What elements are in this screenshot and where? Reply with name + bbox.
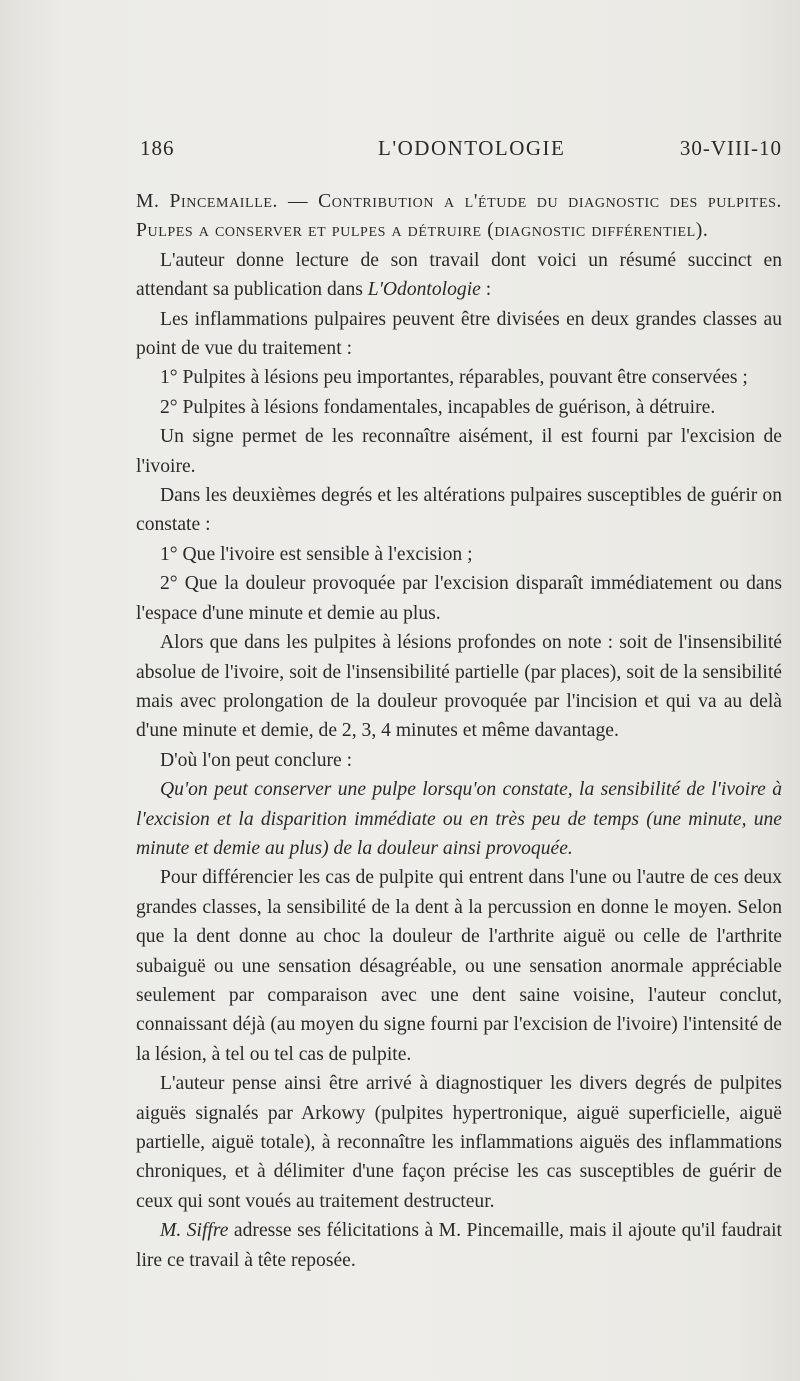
article-title: M. Pincemaille. — Contribution a l'étude du diagnostic des pulpites. Pulpes a conserver et pulpes a détruire (diagnostic différentiel). bbox=[136, 191, 782, 242]
paragraph: D'où l'on peut conclure : bbox=[160, 749, 353, 771]
page-number: 186 bbox=[140, 136, 175, 160]
paragraph: Pour différencier les cas de pulpite qui entrent dans l'une ou l'autre de ces deux grandes classes, la sensibilité de la dent à la percussion en donne le moyen. Selon que la dent donne au choc la douleur de l'arthrite aiguë ou celle de l'arthrite subaiguë ou une sensation désagréable, ou une sensation anormale appréciable seulement par comparaison avec une dent saine voisine, l'auteur conclut, connaissant déjà (au moyen du signe fourni par l'excision de l'ivoire) l'intensité de la lésion, à tel ou tel cas de pulpite. bbox=[136, 867, 782, 1065]
paragraph-intro-text: L'auteur donne lecture de son travail dont voici un résumé succinct en attendant sa publication dans bbox=[136, 249, 782, 301]
issue-date: 30-VIII-10 bbox=[679, 136, 782, 160]
list-item: 1° Pulpites à lésions peu importantes, réparables, pouvant être conservées ; bbox=[160, 367, 748, 389]
paragraph: Un signe permet de les reconnaître aisément, il est fourni par l'excision de l'ivoire. bbox=[136, 426, 782, 477]
journal-title: L'ODONTOLOGIE bbox=[378, 136, 566, 160]
list-item: 1° Que l'ivoire est sensible à l'excision ; bbox=[160, 543, 473, 565]
discussion-text: adresse ses félicitations à M. Pincemaille, mais il ajoute qu'il faudrait lire ce travail à tête reposée. bbox=[136, 1220, 783, 1271]
running-head bbox=[140, 136, 782, 166]
list-item: 2° Pulpites à lésions fondamentales, incapables de guérison, à détruire. bbox=[160, 396, 716, 418]
list-item: 2° Que la douleur provoquée par l'excision disparaît immédiatement ou dans l'espace d'une minute et demie au plus. bbox=[136, 573, 782, 624]
paragraph-intro bbox=[136, 246, 782, 305]
conclusion-quote: Qu'on peut conserver une pulpe lorsqu'on constate, la sensibilité de l'ivoire à l'excision et la disparition immédiate ou en très peu de temps (une minute, une minute et demie au plus) de la douleur ainsi provoquée. bbox=[136, 779, 782, 859]
journal-citation: L'Odontologie bbox=[367, 279, 481, 301]
paragraph: Dans les deuxièmes degrés et les altérations pulpaires susceptibles de guérir on constate : bbox=[136, 485, 782, 536]
paragraph-intro-end: : bbox=[480, 279, 492, 301]
paragraph: Alors que dans les pulpites à lésions profondes on note : soit de l'insensibilité absolue de l'ivoire, soit de l'insensibilité partielle (par places), soit de la sensibilité mais avec prolongation de la douleur provoquée par l'incision et qui va au delà d'une minute et demie, de 2, 3, 4 minutes et même davantage. bbox=[136, 632, 782, 742]
speaker-name: M. Siffre bbox=[160, 1220, 229, 1242]
paragraph-discussion bbox=[136, 1216, 782, 1275]
article-body bbox=[136, 187, 782, 1275]
paragraph: Les inflammations pulpaires peuvent être divisées en deux grandes classes au point de vue du traitement : bbox=[136, 308, 782, 360]
paragraph: L'auteur pense ainsi être arrivé à diagnostiquer les divers degrés de pulpites aiguës signalés par Arkowy (pulpites hypertronique, aiguë superficielle, aiguë partielle, aiguë totale), à reconnaître les inflammations aiguës des inflammations chroniques, et à délimiter d'une façon précise les cas susceptibles de guérir de ceux qui sont voués au traitement destructeur. bbox=[136, 1073, 782, 1212]
